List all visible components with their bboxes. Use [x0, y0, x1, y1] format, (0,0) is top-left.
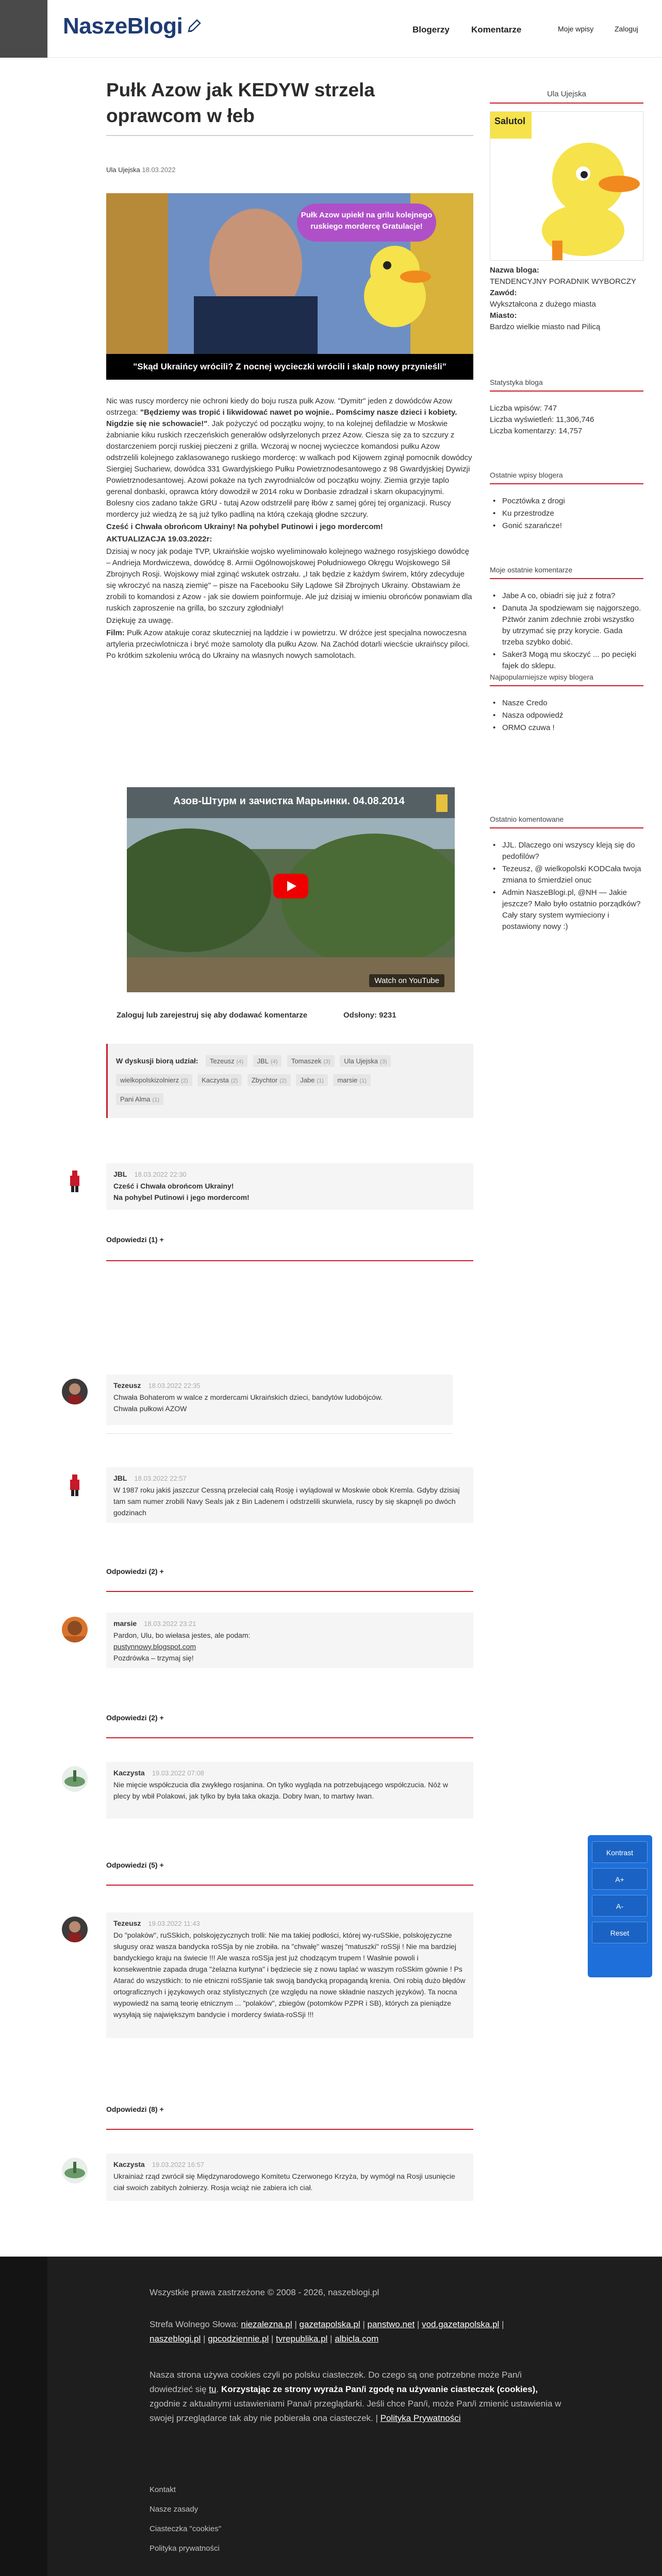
comment-line: Chwała Bohaterom w walce z mordercami Ukraińskich dzieci, bandytów ludobójców.	[113, 1393, 383, 1401]
comment-divider	[106, 2129, 473, 2130]
avatar[interactable]	[62, 1379, 88, 1404]
footer-link[interactable]: naszeblogi.pl	[150, 2334, 201, 2344]
footer-link[interactable]: vod.gazetapolska.pl	[422, 2319, 500, 2329]
cookie-notice: Nasza strona używa cookies czyli po polsku ciasteczek. Do czego są one potrzebne może Pan/i dowiedzieć się tu. Korzystając ze strony wyraża Pan/i zgodę na używanie ciasteczek (cookies), zgodnie z aktualnymi ustawieniami Pana/i przeglądarki. Jeśli chce Pan/i, może Pan/i zmienić ustawienia w swojej przeglądarce tak aby nie pobierała ona ciasteczek. | Polityka Prywatności	[150, 2370, 561, 2423]
my-comments-list	[490, 590, 643, 673]
footer-link[interactable]: albicla.com	[335, 2334, 379, 2344]
footer-link[interactable]: gazetapolska.pl	[299, 2319, 360, 2329]
stat-comments: Liczba komentarzy: 14,757	[490, 427, 583, 435]
popular-post-item[interactable]: • Nasza odpowiedź	[490, 710, 643, 721]
comment-box	[106, 1375, 453, 1425]
article-date: 18.03.2022	[142, 166, 176, 174]
comment-box	[106, 1613, 473, 1668]
header-dark-strip	[0, 0, 47, 58]
stat-posts: Liczba wpisów: 747	[490, 404, 557, 413]
footer-link[interactable]: niezalezna.pl	[241, 2319, 292, 2329]
article-author[interactable]: Ula Ujejska	[106, 166, 140, 174]
latest-commented-item[interactable]: • Admin NaszeBlogi.pl, @NH — Jakie jeszcze? Mało było ostatnio porządków? Cały stary system wymieciony i postawiony nowy :)	[490, 887, 643, 933]
comment-line: Na pohybel Putinowi i jego mordercom!	[113, 1193, 250, 1201]
comment-line: W 1987 roku jakiś jaszczur Cessną przeleciał całą Rosję i wylądował w Moskwie obok Kremla. Gdyby dzisiaj tam sam numer zrobili Navy Seals jak z Bin Ladenem i odstrzelili skurwiela, ruscy by się skapnęli po dwóch godzinach	[113, 1486, 460, 1517]
participant-pill[interactable]: wielkopolskizolnierz (2)	[116, 1074, 192, 1086]
footer-copyright: Wszystkie prawa zastrzeżone © 2008 - 2026, naszeblogi.pl	[150, 2287, 379, 2297]
footer-privacy-link[interactable]: Polityka prywatności	[150, 2544, 220, 2553]
hero-speech-bubble: Pułk Azow upiekł na grilu kolejnego ruskiego mordercę Gratulacje!	[297, 204, 436, 242]
my-comment-item[interactable]: • Jabe A co, obiadri się już z fotra?	[490, 590, 643, 602]
comment-box	[106, 1762, 473, 1819]
comment-line: Pozdrówka – trzymaj się!	[113, 1654, 194, 1662]
youtube-embed[interactable]	[127, 787, 455, 992]
comment-date: 19.03.2022 16:57	[152, 2161, 204, 2168]
reset-button[interactable]: Reset	[592, 1922, 648, 1943]
avatar[interactable]	[62, 1617, 88, 1642]
pen-icon	[187, 18, 202, 33]
blog-stats	[490, 403, 643, 437]
replies-toggle[interactable]: Odpowiedzi (8) +	[106, 2105, 164, 2113]
replies-toggle[interactable]: Odpowiedzi (5) +	[106, 1861, 164, 1869]
site-logo[interactable]	[63, 13, 202, 39]
comment-author[interactable]: Kaczysta	[113, 2160, 145, 2168]
comment-box	[106, 1912, 473, 2038]
footer-rules-link[interactable]: Nasze zasady	[150, 2505, 198, 2514]
avatar[interactable]	[62, 1471, 88, 1497]
avatar[interactable]	[62, 1167, 88, 1193]
avatar[interactable]	[62, 1766, 88, 1792]
footer-link[interactable]: gpcodziennie.pl	[208, 2334, 269, 2344]
comment-author[interactable]: Tezeusz	[113, 1381, 141, 1389]
recent-posts-title: Ostatnie wpisy blogera	[490, 471, 643, 484]
site-footer	[0, 2257, 662, 2576]
blog-name: TENDENCYJNY PORADNIK WYBORCZY	[490, 277, 636, 286]
comment-divider	[106, 1737, 473, 1738]
recent-post-item[interactable]: • Ku przestrodze	[490, 508, 643, 519]
site-header	[0, 0, 662, 58]
footer-contact-link[interactable]: Kontakt	[150, 2485, 176, 2494]
my-comment-item[interactable]: • Saker3 Mogą mu skoczyć ... po pecięki fajek do sklepu.	[490, 649, 643, 672]
comment-author[interactable]: marsie	[113, 1619, 137, 1628]
participant-pill[interactable]: marsie (1)	[333, 1074, 370, 1086]
body-slogan: Cześć i Chwała obrońcom Ukrainy! Na pohybel Putinowi i jego mordercom!	[106, 522, 383, 531]
discussion-label: W dyskusji biorą udział:	[116, 1057, 198, 1065]
popular-posts-title: Najpopularniejsze wpisy blogera	[490, 673, 643, 686]
comment-box	[106, 1467, 473, 1523]
discussion-participants	[106, 1044, 473, 1118]
body-thanks: Dziękuję za uwagę.	[106, 616, 174, 625]
body-paragraph-update: Dzisiaj w nocy jak podaje TVP, Ukraińskie wojsko wyeliminowało kolejnego ważnego rosyjskiego dowódcę – Andrieja Mordwiczewa, dowódcę 8. Armii Ogólnowojskowej Południowego Okręgu Wojskowego Sił Zbrojnych Rosji. Wojskowy miał zginąć wskutek ostrzału. „I tak będzie z każdym świrem, który zdecyduje się wkroczyć na naszą ziemię" – pisze na Facebooku Siły Lądowe Sił Zbrojnych Ukrainy. Obstawiam że zrobili to komandosi z Azow - jak sie dowiem poinformuje. Ale już dzisiaj w imieniu obrońców ponawiam dla ruskich zaproszenie na grilla, bo szczury zgłodniały!	[106, 547, 472, 613]
nav-moje-wpisy[interactable]: Moje wpisy	[558, 25, 594, 33]
comment-date: 19.03.2022 11:43	[148, 1920, 200, 1927]
participant-pill[interactable]: Tomaszek (3)	[287, 1055, 335, 1067]
contrast-button[interactable]: Kontrast	[592, 1841, 648, 1863]
popular-post-item[interactable]: • Nasze Credo	[490, 698, 643, 709]
participant-pill[interactable]: Kaczysta (2)	[197, 1074, 242, 1086]
participant-pill[interactable]: Ula Ujejska (3)	[340, 1055, 391, 1067]
hero-image	[106, 193, 473, 380]
comment-line: Ukrainiaż rząd zwrócił się Międzynarodowego Komitetu Czerwonego Krzyża, by wymógł na Rosji usunięcie ciał swoich zabitych żołnierzy. Rosja wciąż nie zabiera ich ciał.	[113, 2172, 455, 2192]
comment-divider	[106, 1260, 473, 1261]
recent-post-item[interactable]: • Pocztówka z drogi	[490, 496, 643, 507]
article-title: Pułk Azow jak KEDYW strzela oprawcom w łeb	[106, 79, 375, 126]
participant-pill[interactable]: Jabe (1)	[296, 1074, 328, 1086]
replies-toggle[interactable]: Odpowiedzi (1) +	[106, 1235, 164, 1244]
comment-date: 18.03.2022 22:35	[148, 1382, 201, 1389]
city: Bardzo wielkie miasto nad Pilicą	[490, 323, 601, 331]
login-to-comment-link[interactable]: Zaloguj lub zarejestruj się aby dodawać komentarze	[117, 1011, 308, 1020]
comment-date: 18.03.2022 22:30	[134, 1171, 187, 1178]
comment-author[interactable]: JBL	[113, 1170, 127, 1178]
comment-link[interactable]: pustynnowy.blogspot.com	[113, 1642, 196, 1651]
avatar-text: Salutol	[494, 116, 526, 126]
article	[106, 77, 473, 2192]
participant-pill[interactable]: Zbychtor (2)	[247, 1074, 291, 1086]
comment-line: Cześć i Chwała obrońcom Ukrainy!	[113, 1182, 234, 1190]
logo-text: NaszeBlogi	[63, 13, 183, 39]
nav-zaloguj[interactable]: Zaloguj	[615, 25, 638, 33]
recent-posts-list	[490, 496, 643, 533]
font-decrease-button[interactable]: A-	[592, 1895, 648, 1917]
participant-pill[interactable]: JBL (4)	[253, 1055, 282, 1067]
comment-divider	[106, 1591, 473, 1592]
comment-author[interactable]: JBL	[113, 1474, 127, 1482]
nav-blogerzy[interactable]: Blogerzy	[412, 25, 450, 35]
font-increase-button[interactable]: A+	[592, 1868, 648, 1890]
avatar[interactable]	[62, 2158, 88, 2183]
my-comments-title: Moje ostatnie komentarze	[490, 566, 643, 579]
article-body	[106, 396, 473, 663]
footer-link[interactable]: tvrepublika.pl	[276, 2334, 328, 2344]
job: Wykształcona z dużego miasta	[490, 300, 596, 309]
author-info	[490, 265, 643, 333]
hero-caption: "Skąd Ukraińcy wrócili? Z nocnej wycieczki wrócili i skalp nowy przynieśli"	[106, 354, 473, 380]
play-button-icon[interactable]	[273, 874, 308, 899]
comment-divider	[106, 1433, 453, 1434]
footer-cookies-link[interactable]: Ciasteczka "cookies"	[150, 2524, 222, 2533]
comment-date: 18.03.2022 23:21	[144, 1620, 196, 1628]
avatar[interactable]	[62, 1917, 88, 1942]
article-meta	[106, 166, 175, 174]
participant-pill[interactable]: Tezeusz (4)	[206, 1055, 247, 1067]
comment-divider	[106, 1885, 473, 1886]
comment-line: Pardon, Ulu, bo wiełasa jestes, ale podam:	[113, 1631, 251, 1639]
title-divider	[106, 135, 473, 136]
comment-date: 18.03.2022 22:57	[134, 1475, 187, 1482]
sidebar-author-name[interactable]: Ula Ujejska	[490, 90, 643, 104]
views-count: Odsłony: 9231	[343, 1011, 396, 1020]
strefa-label: Strefa Wolnego Słowa:	[150, 2319, 239, 2329]
city-label: Miasto:	[490, 311, 517, 320]
stats-title: Statystyka bloga	[490, 378, 643, 392]
footer-strefa: Strefa Wolnego Słowa: niezalezna.pl | gazetapolska.pl | panstwo.net | vod.gazetapolska.pl | naszeblogi.pl | gpcodziennie.pl | tvrepublika.pl | albicla.com	[150, 2319, 504, 2344]
accessibility-panel	[588, 1835, 652, 1977]
nav-komentarze[interactable]: Komentarze	[471, 25, 522, 35]
body-update-heading: AKTUALIZACJA 19.03.2022r:	[106, 535, 212, 544]
popular-post-item[interactable]: • ORMO czuwa !	[490, 722, 643, 734]
footer-link[interactable]: panstwo.net	[367, 2319, 415, 2329]
blog-name-label: Nazwa bloga:	[490, 266, 539, 275]
comment-line: Nie mięcie współczucia dla zwykłego rosjanina. On tylko wygląda na potrzebującego współczucia. Nóż w plecy by wbił Polakowi, jak tylko by była taka okazja. Dobry Iwan, to martwy Iwan.	[113, 1781, 448, 1800]
latest-commented-list	[490, 840, 643, 934]
body-paragraph-1: Nic was ruscy mordercy nie ochroni kiedy do boju rusza pułk Azow. "Dymitr" jeden z dowódców Azow ostrzega: "Będziemy was tropić i likwidować nawet po wojnie.. Pomścimy nasze dzieci i kobiety. Nigdzie się nie schowacie!". Jak pożyczyć od początku wojny, to na kolejnej defiladzie w Moskwie żabnianie kiku ruskich rzeczeńskich generałów odsłyrzelonych przez Azow. Ciesza się za to szczury z dostarczeniem porcji ruskiej pieczeni z grilla. Wczoraj w nocnej wycieczce komandosi pułku Azow odstrzelili kolejnego zaklasowanego ruskiego mordercę: w walkach pod Kijowem zginął pomocnik dowódcy Siergiej Suchariew, dowódca 331 Gwardyjskiego Pułku Powietrznodesantowego z 98 Gwardyjskiej Dywizji Powietrznodesantowej. Azowi pokaże na tych zwyrodnialców od początku wojny. Ziemia grzyje taplo gerenal donbaski, oprawca który dowodził w 2014 roku w Donbasie zdradzał i skarn okupacyjnymi. Bolesny cios zadano także GRU - tutaj Azow odstrzelił parę łbów z samej górej tej organizacji. Ruscy mordercy już wiedzą że są już tylko padliną na którą czekają głodne szczury.	[106, 397, 472, 519]
body-film: Film: Pułk Azow atakuje coraz skuteczniej na ląddzie i w powietrzu. W dróżce jest specjalna nowoczesna artyleria przeciwlotnicza i bryć może samoloty dla pułku Azow. Na Zachód dotarli wiecście ukraińscy piloci. Po krótkim szkoleniu wrócą do Ukrainy na wlasnych nowych samolotach.	[106, 629, 470, 660]
comment-author[interactable]: Kaczysta	[113, 1769, 145, 1777]
footer-dark-strip	[0, 2257, 47, 2576]
stat-views: Liczba wyświetleń: 11,306,746	[490, 415, 594, 424]
author-avatar-image	[490, 112, 643, 260]
comment-line: Do "polaków", ruSSkich, polskojęzycznych trolli: Nie ma takiej podłości, której wy-ruSSkie, polskojęzyczne sługusy oraz wasza bandycka roSSja by nie zrobiła. na "chwałę" waszej "matuszki" roSSji ! Nie ma bardziej bandyckiego kraju na świecie !!! Ale wasza roSSja jest już chodzącym trupem ! Wasłnie powoli i konsekwentnie zapada druga "żelazna kurtyna" i będziecie się z nowu taplać w waszym roSSkim gównie ! Ps Atarać do wszystkich: to nie etniczni roSSjanie tak swoją bandycką propagandą krenia. Oni robią dużo błędów ortograficznych i językowych oraz stylistycznych (ze względu na nowe składnie naszych języków). Ta nocna wypowiedź na samą teorię etnicznym ... "polaków", zbiegów (potomków PZPR i SB), których za pieniądze wysyłają się największym bandycie i mordercy świata-roSSji !!!	[113, 1931, 466, 2019]
latest-commented-item[interactable]: • JJL. Dlaczego oni wszyscy kleją się do pedofilów?	[490, 840, 643, 862]
participant-pill[interactable]: Pani Alma (1)	[116, 1093, 163, 1105]
recent-post-item[interactable]: • Gonić szarańcze!	[490, 520, 643, 532]
comment-date: 19.03.2022 07:08	[152, 1769, 204, 1777]
cookie-info-link[interactable]: tu	[209, 2384, 217, 2394]
latest-commented-item[interactable]: • Tezeusz, @ wielkopolski KODCała twoja zmiana to śmierdziel onuc	[490, 863, 643, 886]
video-title: Азов-Штурм и зачистка Марьинки. 04.08.2014	[173, 795, 405, 807]
job-label: Zawód:	[490, 289, 517, 297]
privacy-policy-link[interactable]: Polityka Prywatności	[380, 2413, 461, 2423]
comment-box	[106, 1163, 473, 1210]
watch-on-youtube[interactable]: Watch on YouTube	[369, 974, 444, 987]
popular-posts-list	[490, 698, 643, 735]
replies-toggle[interactable]: Odpowiedzi (2) +	[106, 1714, 164, 1722]
latest-commented-title: Ostatnio komentowane	[490, 815, 643, 828]
comment-box	[106, 2154, 473, 2201]
replies-toggle[interactable]: Odpowiedzi (2) +	[106, 1567, 164, 1575]
my-comment-item[interactable]: • Danuta Ja spodziewam się najgorszego. Pżtwór zanim zdechnie zrobi wszystko by utrzymać się przy korycie. Gada trzeba szybko dobić.	[490, 603, 643, 648]
author-avatar-box[interactable]	[490, 111, 643, 261]
comment-author[interactable]: Tezeusz	[113, 1919, 141, 1927]
comment-line: Chwała pułkowi AZOW	[113, 1404, 187, 1413]
